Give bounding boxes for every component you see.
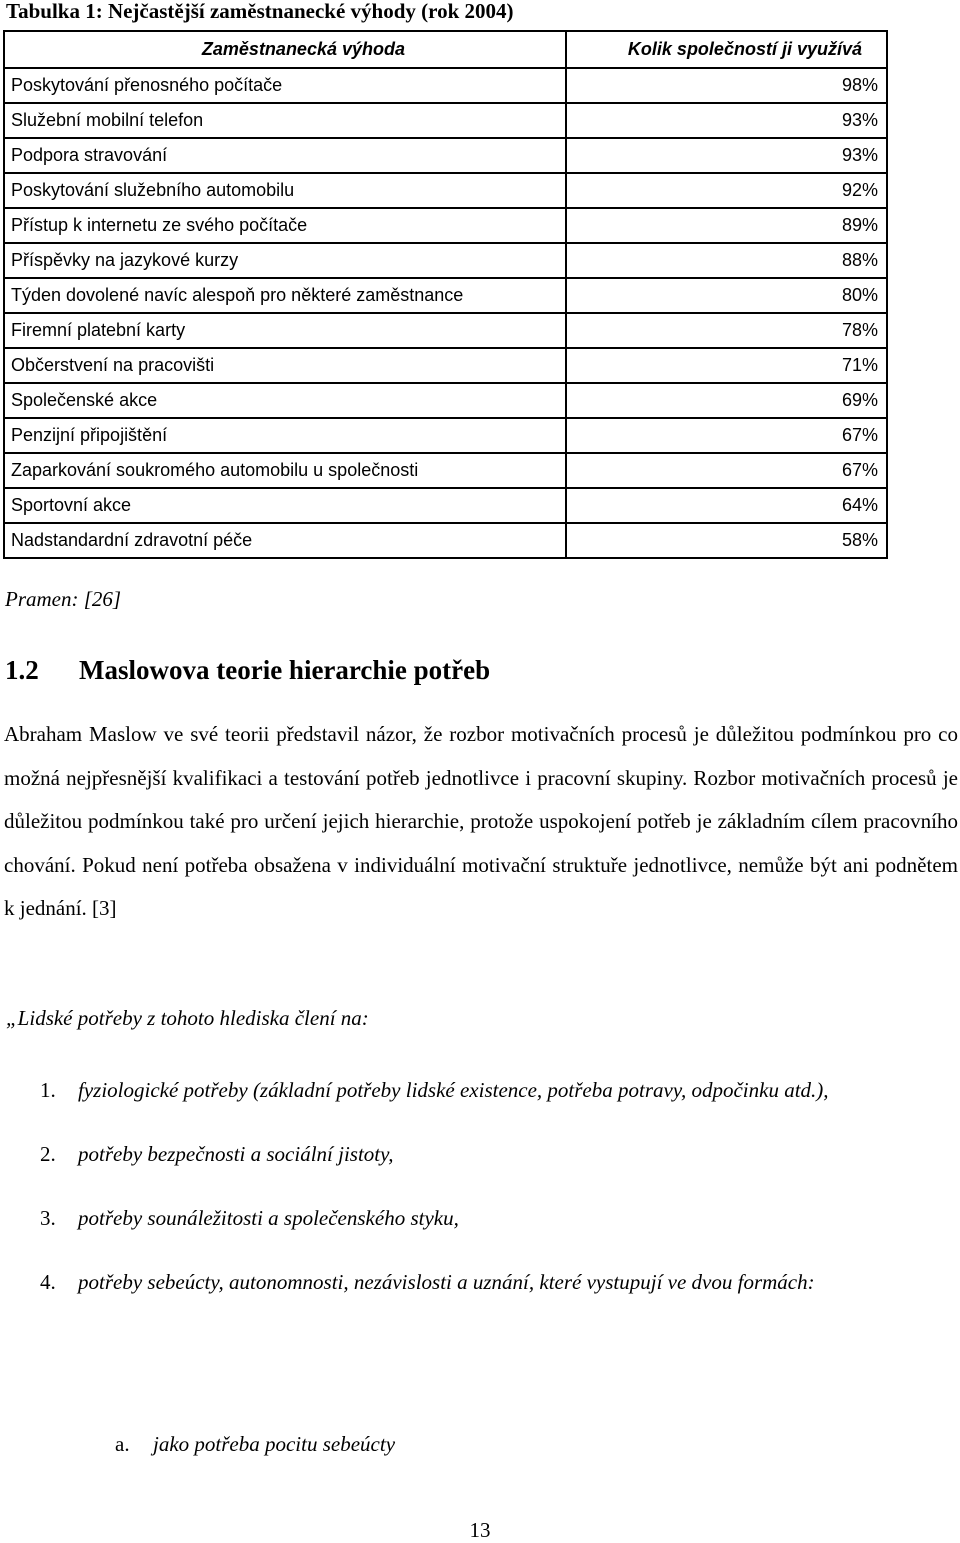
benefit-usage-value: 93% — [566, 103, 887, 138]
sub-list-item-text: jako potřeba pocitu sebeúcty — [153, 1432, 396, 1456]
quote-intro: „Lidské potřeby z tohoto hlediska člení na: — [6, 1006, 369, 1030]
table-row — [4, 243, 887, 278]
benefits-table — [3, 30, 888, 559]
benefit-name: Občerstvení na pracovišti — [4, 348, 566, 383]
table-row — [4, 103, 887, 138]
list-item-text: potřeby bezpečnosti a sociální jistoty, — [78, 1142, 394, 1166]
list-item-number: 1. — [40, 1078, 56, 1102]
benefit-name: Podpora stravování — [4, 138, 566, 173]
benefit-name: Společenské akce — [4, 383, 566, 418]
benefit-usage-value: 64% — [566, 488, 887, 523]
benefit-name: Sportovní akce — [4, 488, 566, 523]
needs-list — [40, 1068, 958, 1322]
benefit-name: Služební mobilní telefon — [4, 103, 566, 138]
section-heading — [5, 655, 490, 686]
table-header-row — [4, 31, 887, 68]
sub-list-item — [115, 1432, 395, 1457]
list-item-text: fyziologické potřeby (základní potřeby lidské existence, potřeba potravy, odpočinku atd.), — [78, 1078, 829, 1102]
list-item — [40, 1196, 958, 1240]
list-item-number: 3. — [40, 1206, 56, 1230]
section-number: 1.2 — [5, 655, 39, 685]
benefit-name: Poskytování přenosného počítače — [4, 68, 566, 103]
table-row — [4, 453, 887, 488]
table-row — [4, 313, 887, 348]
section-title: Maslowova teorie hierarchie potřeb — [79, 655, 491, 685]
table-row — [4, 523, 887, 558]
benefit-usage-value: 58% — [566, 523, 887, 558]
benefit-name: Firemní platební karty — [4, 313, 566, 348]
benefit-usage-value: 71% — [566, 348, 887, 383]
list-item — [40, 1068, 958, 1112]
benefit-name: Penzijní připojištění — [4, 418, 566, 453]
benefit-name: Nadstandardní zdravotní péče — [4, 523, 566, 558]
table-row — [4, 173, 887, 208]
list-item-number: 4. — [40, 1270, 56, 1294]
list-item-text: potřeby sebeúcty, autonomnosti, nezávislosti a uznání, které vystupují ve dvou formách: — [78, 1270, 815, 1294]
benefit-usage-value: 80% — [566, 278, 887, 313]
benefit-name: Přístup k internetu ze svého počítače — [4, 208, 566, 243]
benefit-usage-value: 88% — [566, 243, 887, 278]
benefit-usage-value: 92% — [566, 173, 887, 208]
table-row — [4, 278, 887, 313]
list-item — [40, 1132, 958, 1176]
benefit-usage-value: 89% — [566, 208, 887, 243]
benefit-usage-value: 69% — [566, 383, 887, 418]
benefit-usage-value: 78% — [566, 313, 887, 348]
benefit-usage-value: 98% — [566, 68, 887, 103]
benefit-name: Poskytování služebního automobilu — [4, 173, 566, 208]
table-source-note: Pramen: [26] — [5, 587, 122, 611]
body-paragraph: Abraham Maslow ve své teorii představil názor, že rozbor motivačních procesů je důležitou podmínkou pro co možná nejpřesnější kvalifikaci a testování potřeb jednotlivce i pracovní skupiny. Rozbor motivačních procesů je důležitou podmínkou také pro určení jejich hierarchie, protože uspokojení potřeb je základním cílem pracovního chování. Pokud není potřeba obsažena v individuální motivační struktuře jednotlivce, nemůže být ani podnětem k jednání. [3] — [4, 722, 958, 920]
table-row — [4, 208, 887, 243]
benefit-name: Týden dovolené navíc alespoň pro některé zaměstnance — [4, 278, 566, 313]
column-header-benefit: Zaměstnanecká výhoda — [4, 31, 566, 68]
column-header-usage: Kolik společností ji využívá — [566, 31, 887, 68]
benefit-usage-value: 67% — [566, 418, 887, 453]
list-item — [40, 1260, 958, 1304]
list-item-text: potřeby sounáležitosti a společenského styku, — [78, 1206, 459, 1230]
benefit-name: Příspěvky na jazykové kurzy — [4, 243, 566, 278]
table-row — [4, 418, 887, 453]
page-number: 13 — [469, 1518, 491, 1542]
list-item-number: 2. — [40, 1142, 56, 1166]
sub-list-item-letter: a. — [115, 1432, 130, 1456]
table-row — [4, 348, 887, 383]
benefit-usage-value: 93% — [566, 138, 887, 173]
benefit-name: Zaparkování soukromého automobilu u společnosti — [4, 453, 566, 488]
table-row — [4, 383, 887, 418]
table-row — [4, 68, 887, 103]
table-row — [4, 138, 887, 173]
benefit-usage-value: 67% — [566, 453, 887, 488]
table-row — [4, 488, 887, 523]
table-caption: Tabulka 1: Nejčastější zaměstnanecké výhody (rok 2004) — [6, 0, 514, 23]
